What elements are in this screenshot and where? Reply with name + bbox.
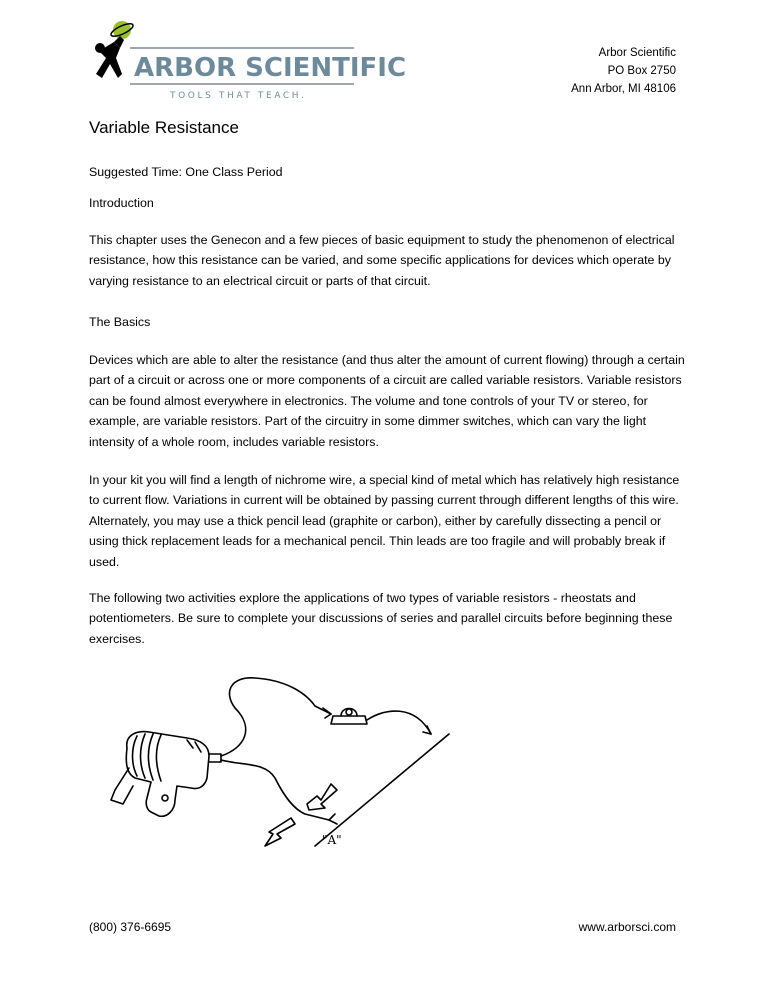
bulb-socket-icon (331, 709, 367, 725)
wire-to-bulb (221, 678, 331, 756)
suggested-time: Suggested Time: One Class Period (89, 165, 283, 179)
logo-brand-text: ARBOR SCIENTIFIC (134, 53, 407, 83)
arbor-scientific-logo (86, 18, 407, 102)
move-up-arrow-icon (307, 784, 337, 810)
address-block (571, 44, 676, 98)
wire-to-a-point (221, 760, 329, 820)
logo-tagline: TOOLS THAT TEACH. (170, 91, 307, 101)
footer-phone: (800) 376-6695 (89, 920, 172, 934)
move-down-arrow-icon (265, 818, 295, 846)
logo-figure-icon (95, 21, 135, 78)
genecon-circuit-illustration (105, 668, 465, 860)
document-title: Variable Resistance (89, 118, 239, 137)
basics-heading: The Basics (89, 315, 151, 329)
nichrome-wire (315, 734, 449, 846)
basics-paragraph-1: Devices which are able to alter the resistance (and thus alter the amount of current flowing) through a certain part of a circuit or across one or more components of a circuit are called variable resistors. Variable resistors can be found almost everywhere in electronics. The volume and tone controls of your TV or stereo, for example, are variable resistors. Part of the circuitry in some dimmer switches, which can vary the light intensity of a whole room, includes variable resistors. (89, 353, 685, 449)
address-line-company: Arbor Scientific (598, 47, 676, 59)
basics-paragraph-2: In your kit you will find a length of nichrome wire, a special kind of metal which has relatively high resistance to current flow. Variations in current will be obtained by passing current through different lengths of this wire. Alternately, you may use a thick pencil lead (graphite or carbon), either by carefully dissecting a pencil or using thick replacement leads for a mechanical pencil. Thin leads are too fragile and will probably break if used. (89, 473, 680, 569)
footer-website: www.arborsci.com (578, 920, 676, 934)
point-a-label: "A" (322, 833, 342, 847)
introduction-heading: Introduction (89, 196, 154, 210)
introduction-paragraph: This chapter uses the Genecon and a few pieces of basic equipment to study the phenomenon of electrical resistance, how this resistance can be varied, and some specific applications for devices which operate by varying resistance to an electrical circuit or parts of that circuit. (89, 233, 675, 288)
basics-paragraph-3: The following two activities explore the applications of two types of variable resistors - rheostats and potentiometers. Be sure to complete your discussions of series and parallel circuits before beginning these exercises. (89, 591, 673, 646)
address-line-city: Ann Arbor, MI 48106 (571, 83, 676, 95)
address-line-pobox: PO Box 2750 (607, 65, 676, 77)
genecon-generator-icon (111, 732, 221, 817)
